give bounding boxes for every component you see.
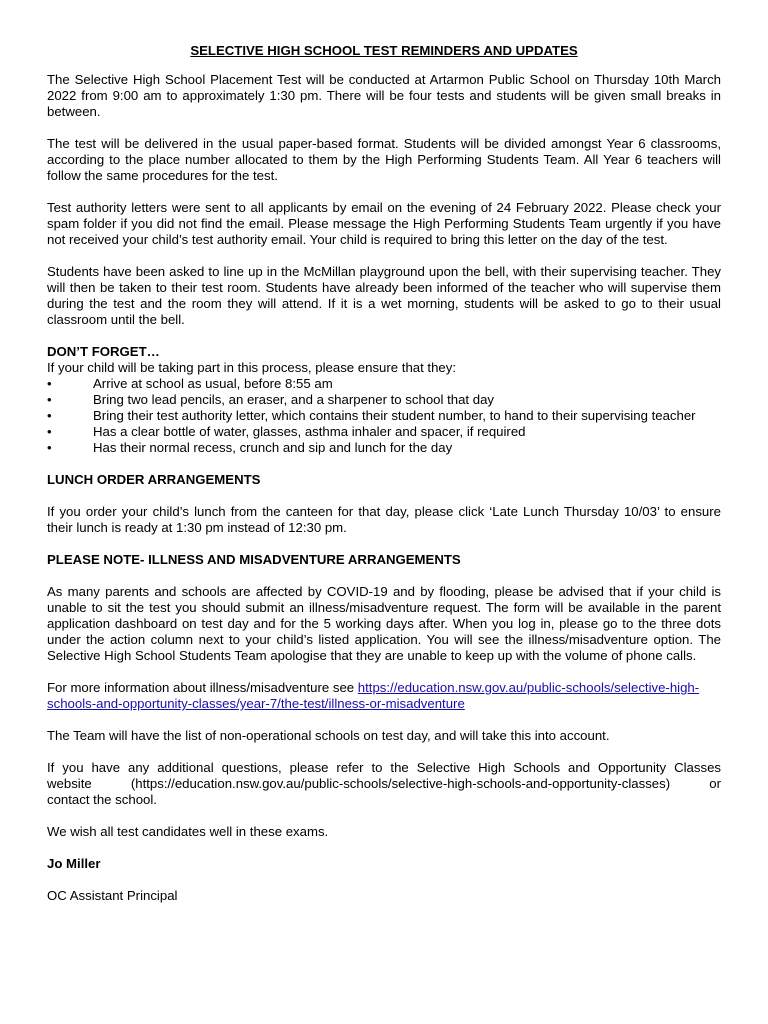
document-title: SELECTIVE HIGH SCHOOL TEST REMINDERS AND UPDATES <box>190 43 578 58</box>
list-item: • Bring two lead pencils, an eraser, and a sharpener to school that day <box>47 392 495 407</box>
bullet-icon: • <box>47 392 52 407</box>
list-item: • Has a clear bottle of water, glasses, asthma inhaler and spacer, if required <box>47 424 526 439</box>
list-item: • Has their normal recess, crunch and sip and lunch for the day <box>47 440 453 455</box>
more-info-paragraph: For more information about illness/misadventure see https://education.nsw.gov.au/public-schools/selective-high-schools-and-opportunity-classes/year-7/the-test/illness-or-misadventure <box>47 680 700 711</box>
illness-heading: PLEASE NOTE- ILLNESS AND MISADVENTURE ARRANGEMENTS <box>47 552 461 567</box>
signature-name: Jo Miller <box>47 856 101 871</box>
lunch-heading: LUNCH ORDER ARRANGEMENTS <box>47 472 261 487</box>
intro-paragraph-3: Test authority letters were sent to all applicants by email on the evening of 24 February 2022. Please check your spam folder if you did not find the email. Please message the High Performing Students Team urgently if you have not received your child’s test authority email. Your child is required to bring this letter on the day of the test. <box>47 200 721 247</box>
questions-line-1: If you have any additional questions, please refer to the Selective High Schools and Opportunity Classes <box>47 760 721 775</box>
intro-paragraph-1: The Selective High School Placement Test will be conducted at Artarmon Public School on Thursday 10th March 2022 from 9:00 am to approximately 1:30 pm. There will be four tests and students will be given small breaks in between. <box>47 72 721 119</box>
bullet-icon: • <box>47 440 52 455</box>
dont-forget-heading: DON’T FORGET… <box>47 344 160 359</box>
intro-paragraph-4: Students have been asked to line up in the McMillan playground upon the bell, with their supervising teacher. They will then be taken to their test room. Students have already been informed of the teacher who will supervise them during the test and the room they will attend. If it is a wet morning, students will be asked to go to their usual classroom until the bell. <box>47 264 721 327</box>
closing-line: We wish all test candidates well in these exams. <box>47 824 329 839</box>
bullet-icon: • <box>47 376 52 391</box>
signature-role: OC Assistant Principal <box>47 888 178 903</box>
list-item: • Arrive at school as usual, before 8:55 am <box>47 376 333 391</box>
list-item: • Bring their test authority letter, which contains their student number, to hand to their supervising teacher <box>47 408 696 423</box>
bullet-icon: • <box>47 424 52 439</box>
questions-line-3: contact the school. <box>47 792 157 807</box>
questions-line-2: website (https://education.nsw.gov.au/public-schools/selective-high-schools-and-opportunity-classes) or <box>47 776 721 791</box>
team-note: The Team will have the list of non-operational schools on test day, and will take this into account. <box>47 728 610 743</box>
bullet-icon: • <box>47 408 52 423</box>
checklist <box>47 376 721 456</box>
lunch-paragraph: If you order your child’s lunch from the canteen for that day, please click ‘Late Lunch Thursday 10/03’ to ensure their lunch is ready at 1:30 pm instead of 12:30 pm. <box>47 504 721 535</box>
illness-misadventure-link[interactable]: https://education.nsw.gov.au/public-schools/selective-high-schools-and-opportunity-classes/year-7/the-test/illness-or-misadventure <box>47 680 700 711</box>
intro-paragraph-2: The test will be delivered in the usual paper-based format. Students will be divided amongst Year 6 classrooms, according to the place number allocated to them by the High Performing Students Team. All Year 6 teachers will follow the same procedures for the test. <box>47 136 721 183</box>
questions-paragraph <box>47 760 721 808</box>
illness-paragraph: As many parents and schools are affected by COVID-19 and by flooding, please be advised that if your child is unable to sit the test you should submit an illness/misadventure request. The form will be available in the parent application dashboard on test day and for the 5 working days after. When you log in, please go to the three dots under the action column next to your child’s listed application. You will see the illness/misadventure option. The Selective High School Students Team apologise that they are unable to keep up with the volume of phone calls. <box>47 584 721 663</box>
dont-forget-lead: If your child will be taking part in this process, please ensure that they: <box>47 360 457 375</box>
